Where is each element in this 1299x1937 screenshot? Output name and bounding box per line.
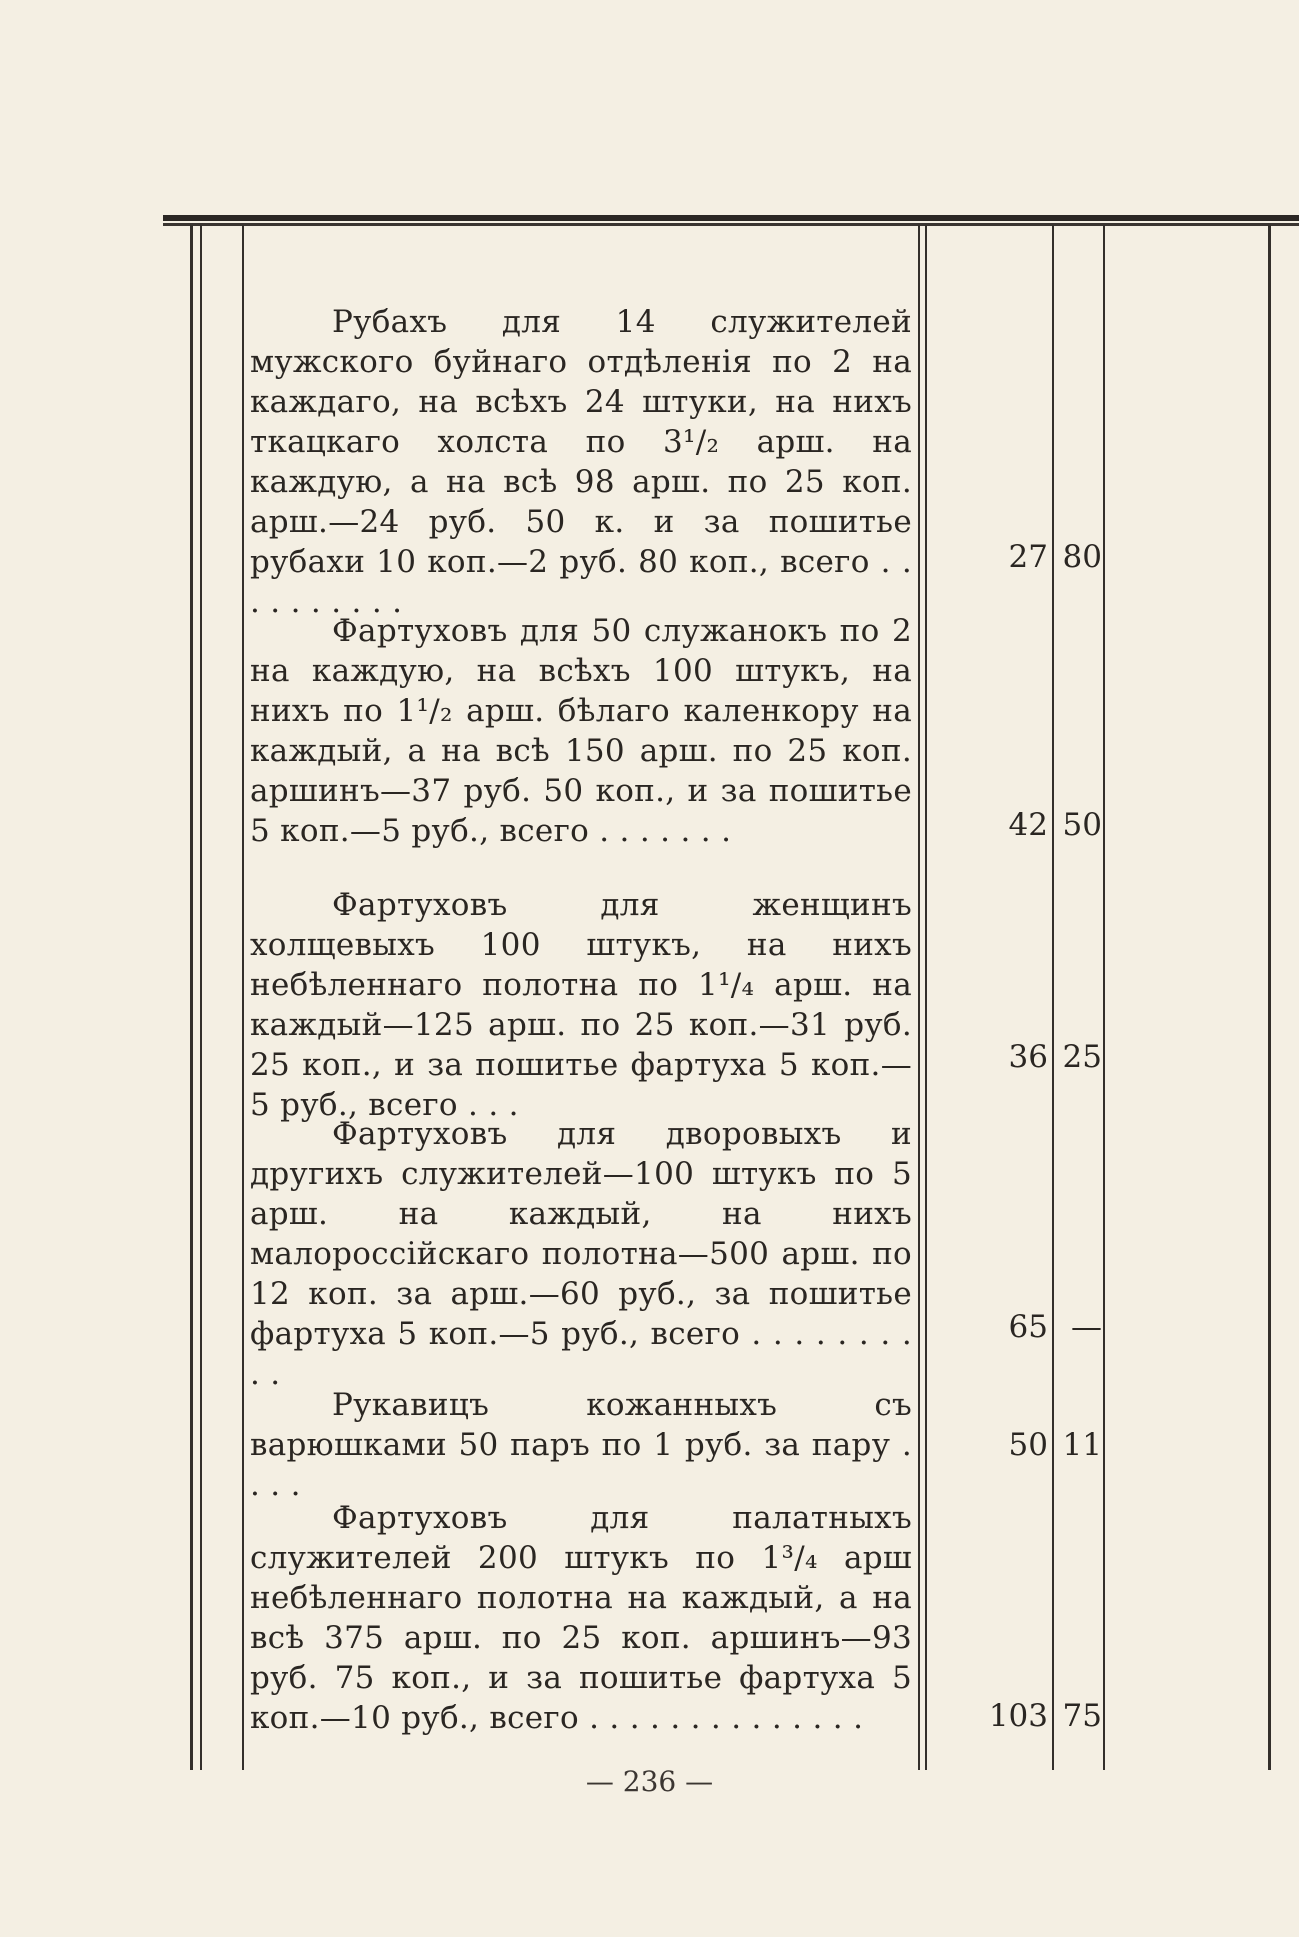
entry-4-text: Фартуховъ для дворовыхъ и другихъ служителей—100 штукъ по 5 арш. на каждый, на нихъ малороссійскаго полотна—500 арш. по 12 коп. за арш.—60 руб., за пошитье фартуха 5 коп.—5 руб., всего . . . . . . . . . . bbox=[250, 1116, 912, 1392]
entry-5 bbox=[250, 1385, 912, 1505]
entry-4-kopecks: — bbox=[1071, 1309, 1102, 1345]
top-rule-thin bbox=[163, 223, 1299, 226]
entry-1 bbox=[250, 302, 912, 622]
entry-2 bbox=[250, 611, 912, 851]
entry-1-kopecks: 80 bbox=[1062, 539, 1102, 575]
entry-5-rubles: 50 bbox=[1008, 1427, 1048, 1463]
left-margin-rule bbox=[190, 225, 193, 1770]
entry-6-rubles: 103 bbox=[988, 1698, 1048, 1734]
entry-2-kopecks: 50 bbox=[1062, 807, 1102, 843]
left-inner-rule bbox=[200, 225, 202, 1770]
entry-5-text: Рукавицъ кожанныхъ съ варюшками 50 паръ по 1 руб. за пару . . . . bbox=[250, 1387, 912, 1503]
entry-4-rubles: 65 bbox=[1008, 1309, 1048, 1345]
entry-6-kopecks: 75 bbox=[1062, 1698, 1102, 1734]
entry-1-rubles: 27 bbox=[1008, 539, 1048, 575]
entry-3 bbox=[250, 885, 912, 1125]
entry-4 bbox=[250, 1114, 912, 1394]
entry-6-text: Фартуховъ для палатныхъ служителей 200 штукъ по 1³/₄ арш небѣленнаго полотна на каждый, а на всѣ 375 арш. по 25 коп. аршинъ—93 руб. 75 коп., и за пошитье фартуха 5 коп.—10 руб., всего . . . . . . . . . . . . . . bbox=[250, 1500, 912, 1736]
amount-left-rule bbox=[925, 225, 927, 1770]
entry-3-kopecks: 25 bbox=[1062, 1039, 1102, 1075]
entry-5-kopecks: 11 bbox=[1062, 1427, 1102, 1463]
text-right-rule bbox=[918, 225, 920, 1770]
entry-2-rubles: 42 bbox=[1008, 807, 1048, 843]
entry-3-text: Фартуховъ для женщинъ холщевыхъ 100 штукъ, на нихъ небѣленнаго полотна по 1¹/₄ арш. на каждый—125 арш. по 25 коп.—31 руб. 25 коп., и за пошитье фартуха 5 коп.—5 руб., всего . . . bbox=[250, 887, 912, 1123]
kop-right-rule bbox=[1103, 225, 1105, 1770]
entry-1-text: Рубахъ для 14 служителей мужского буйнаго отдѣленія по 2 на каждаго, на всѣхъ 24 штуки, на нихъ ткацкаго холста по 3¹/₂ арш. на каждую, а на всѣ 98 арш. по 25 коп. арш.—24 руб. 50 к. и за пошитье рубахи 10 коп.—2 руб. 80 коп., всего . . . . . . . . . . bbox=[250, 304, 912, 620]
entry-3-rubles: 36 bbox=[1008, 1039, 1048, 1075]
text-left-rule bbox=[242, 225, 244, 1770]
rub-kop-rule bbox=[1052, 225, 1054, 1770]
page-number: — 236 — bbox=[585, 1765, 714, 1798]
entry-2-text: Фартуховъ для 50 служанокъ по 2 на каждую, на всѣхъ 100 штукъ, на нихъ по 1¹/₂ арш. бѣлаго каленкору на каждый, а на всѣ 150 арш. по 25 коп. аршинъ—37 руб. 50 коп., и за пошитье 5 коп.—5 руб., всего . . . . . . . bbox=[250, 613, 912, 849]
top-rule bbox=[163, 215, 1299, 221]
entry-6 bbox=[250, 1498, 912, 1738]
right-edge-rule bbox=[1268, 225, 1271, 1770]
